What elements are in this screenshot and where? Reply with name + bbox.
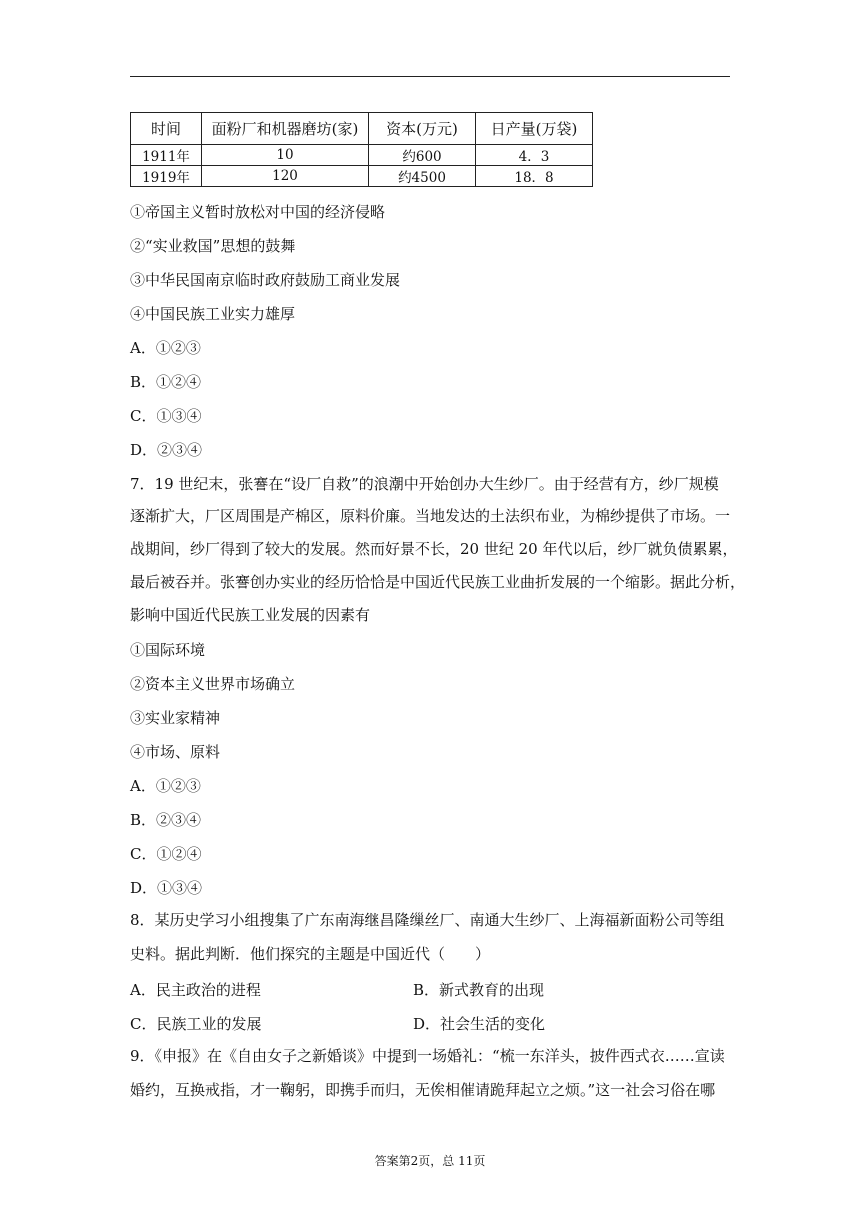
- q7-stem-line: 影响中国近代民族工业发展的因素有: [130, 606, 371, 624]
- table-cell: 约600: [369, 145, 476, 166]
- q8-stem-line: 8．某历史学习小组搜集了广东南海继昌隆缫丝厂、南通大生纱厂、上海福新面粉公司等组: [130, 911, 725, 929]
- flour-mill-table: [130, 112, 593, 187]
- q8-option-a: A．民主政治的进程: [130, 981, 261, 999]
- q6-item: ②“实业救国”思想的鼓舞: [130, 237, 296, 255]
- q7-item: ②资本主义世界市场确立: [130, 675, 296, 693]
- table-cell: 18．8: [476, 166, 593, 187]
- table-header-row: [131, 113, 593, 145]
- q8-option-d: D．社会生活的变化: [413, 1015, 546, 1033]
- q8-option-c: C．民族工业的发展: [130, 1015, 262, 1033]
- table-header-cell: 资本(万元): [369, 113, 476, 145]
- table-header-cell: 面粉厂和机器磨坊(家): [202, 113, 369, 145]
- q7-option-d: D．①③④: [130, 879, 203, 897]
- q7-option-a: A．①②③: [130, 777, 201, 795]
- q6-option-a: A．①②③: [130, 339, 201, 357]
- q7-stem-line: 最后被吞并。张謇创办实业的经历恰恰是中国近代民族工业曲折发展的一个缩影。据此分析，: [130, 573, 746, 591]
- q9-stem-line: 婚约，互换戒指，才一鞠躬，即携手而归，无俟相催请跪拜起立之烦。”这一社会习俗在哪: [130, 1081, 716, 1099]
- q7-item: ③实业家精神: [130, 709, 221, 727]
- table-cell: 1911年: [131, 145, 202, 166]
- table-row: [131, 166, 593, 187]
- q7-stem-line: 7．19 世纪末，张謇在“设厂自救”的浪潮中开始创办大生纱厂。由于经营有方，纱厂规模: [130, 475, 719, 493]
- q6-item: ③中华民国南京临时政府鼓励工商业发展: [130, 271, 401, 289]
- q7-stem-line: 逐渐扩大，厂区周围是产棉区，原料价廉。当地发达的土法织布业，为棉纱提供了市场。一: [130, 507, 731, 525]
- q6-option-d: D．②③④: [130, 441, 203, 459]
- table-cell: 4．3: [476, 145, 593, 166]
- table-cell: 约4500: [369, 166, 476, 187]
- table-cell: 10: [202, 145, 369, 166]
- q7-item: ④市场、原料: [130, 743, 221, 761]
- table-header-cell: 时间: [131, 113, 202, 145]
- q7-stem-line: 战期间，纱厂得到了较大的发展。然而好景不长，20 世纪 20 年代以后，纱厂就负债累累，: [130, 540, 738, 558]
- table-header-cell: 日产量(万袋): [476, 113, 593, 145]
- q6-option-c: C．①③④: [130, 407, 202, 425]
- table-cell: 1919年: [131, 166, 202, 187]
- q9-stem-line: 9．《申报》在《自由女子之新婚谈》中提到一场婚礼：“梳一东洋头，披件西式衣……宣读: [130, 1047, 725, 1065]
- q7-item: ①国际环境: [130, 641, 206, 659]
- q7-option-b: B．②③④: [130, 811, 202, 829]
- q6-option-b: B．①②④: [130, 373, 202, 391]
- q7-option-c: C．①②④: [130, 845, 202, 863]
- table-row: [131, 145, 593, 166]
- q6-item: ④中国民族工业实力雄厚: [130, 305, 296, 323]
- q8-stem-line: 史料。据此判断．他们探究的主题是中国近代（ ）: [130, 945, 491, 963]
- q8-option-b: B．新式教育的出现: [413, 981, 545, 999]
- header-rule: [130, 76, 730, 77]
- q6-item: ①帝国主义暂时放松对中国的经济侵略: [130, 203, 386, 221]
- page-footer: 答案第2页，总 11页: [374, 1154, 486, 1168]
- table-cell: 120: [202, 166, 369, 187]
